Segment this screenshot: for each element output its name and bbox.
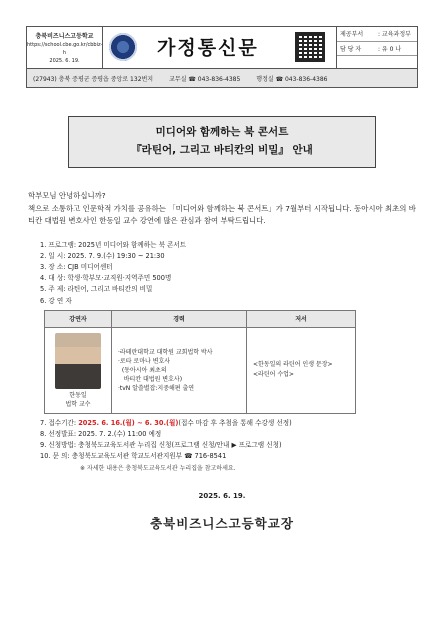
meta-value: : 유 0 나 — [378, 45, 402, 53]
detail-item: 1. 프로그램: 2025년 미디어와 함께하는 북 콘서트 — [40, 240, 187, 249]
school-emblem-icon — [109, 33, 137, 61]
department-info — [336, 27, 417, 68]
greeting: 학부모님 안녕하십니까? — [28, 191, 106, 200]
school-info — [27, 27, 103, 68]
detail-item: 5. 주 제: 라틴어, 그리고 바티칸의 비밀 — [40, 285, 153, 294]
speaker-table — [44, 310, 356, 414]
address-bar — [26, 69, 418, 88]
career-line: 바티칸 대법원 변호사) — [118, 375, 183, 383]
speaker-photo — [55, 333, 101, 389]
table-header-row — [45, 310, 356, 327]
speaker-role: 법학 교수 — [65, 400, 91, 408]
period-dates: 2025. 6. 16.(월) ~ 6. 30.(월) — [78, 418, 179, 427]
school-name: 충북비즈니스고등학교 — [35, 33, 94, 40]
career-line: ·라테란대학교 대학원 교회법학 박사 — [118, 348, 213, 356]
header-books: 저서 — [247, 310, 356, 327]
speaker-name-block — [46, 391, 110, 409]
detail-item: 6. 강 연 자 — [40, 296, 72, 305]
table-row — [45, 327, 356, 413]
speaker-name: 한동일 — [69, 391, 87, 399]
admin-phone: 행정실 ☎ 043-836-4386 — [256, 75, 328, 83]
detail-item: 10. 문 의: 충청북도교육도서관 학교도서관지원부 ☎ 716-8541 — [40, 452, 227, 461]
notice-title-line1: 미디어와 함께하는 북 콘서트 — [155, 126, 289, 138]
reference-note: ※ 자세한 내용은 충청북도교육도서관 누리집을 참고하세요. — [80, 464, 236, 472]
letterhead — [26, 26, 418, 69]
principal-signature: 충북비즈니스고등학교장 — [150, 515, 294, 531]
school-address: (27943) 충북 증평군 증평읍 중앙로 132번지 — [33, 75, 154, 83]
document-title: 가정통신문 — [157, 37, 259, 59]
career-cell — [112, 327, 247, 413]
intro-body: 책으로 소통하고 인문학적 가치를 공유하는 「미디어와 함께하는 북 콘서트」가 7월부터 시작됩니다. 동아시아 최초의 바티칸 대법원 변호사인 한동일 교수 강연에 많은 관심과 참여 부탁드립니다. — [28, 203, 416, 225]
meta-value: : 교육과정부 — [378, 31, 411, 39]
school-website[interactable]: https://school.cbe.go.kr/cbbiz-h — [27, 42, 103, 56]
career-line: ·로타 로마나 변호사 — [118, 357, 171, 365]
period-note: (접수 마감 후 추첨을 통해 수강생 선정) — [178, 418, 292, 427]
newsletter-page — [26, 26, 418, 532]
header-career: 경력 — [112, 310, 247, 327]
office-phone: 교무실 ☎ 043-836-4385 — [169, 75, 241, 83]
detail-item-period — [40, 418, 418, 429]
issue-date: 2025. 6. 19. — [49, 58, 80, 64]
period-label: 7. 접수기간: — [40, 418, 79, 427]
career-line: (동아시아 최초의 — [118, 366, 167, 374]
speaker-cell — [45, 327, 112, 413]
career-line: ·tvN 알쓸별잡:지중해편 출연 — [118, 384, 195, 392]
meta-row — [337, 42, 417, 57]
notice-title-box — [68, 116, 376, 168]
detail-item: 4. 대 상: 학생·학부모·교직원·지역주민 500명 — [40, 274, 172, 283]
books-cell — [247, 327, 356, 413]
application-details — [26, 418, 418, 474]
notice-title-line2: 『라틴어, 그리고 바티칸의 비밀』 안내 — [131, 144, 313, 156]
meta-key: 담 당 자 — [340, 45, 362, 53]
meta-row-empty — [337, 56, 417, 70]
meta-key: 제공부서 — [340, 31, 364, 39]
book-title: <한동일의 라틴어 인생 문장> — [253, 361, 333, 369]
detail-item: 9. 신청방법: 충청북도교육도서관 누리집 신청(프로그램 신청/안내 ▶ 프로그램 신청) — [40, 441, 282, 450]
qr-code-icon[interactable] — [295, 32, 325, 62]
footer-date: 2025. 6. 19. — [198, 491, 246, 500]
meta-row — [337, 27, 417, 42]
intro-text — [26, 190, 418, 228]
program-details — [26, 240, 418, 307]
header-speaker: 강연자 — [45, 310, 112, 327]
detail-item: 3. 장 소: CJB 미디어센터 — [40, 262, 113, 271]
detail-item: 8. 선정발표: 2025. 7. 2.(수) 11:00 예정 — [40, 429, 162, 438]
book-title: <라틴어 수업> — [253, 371, 294, 379]
detail-item: 2. 일 시: 2025. 7. 9.(수) 19:30 ~ 21:30 — [40, 251, 165, 260]
